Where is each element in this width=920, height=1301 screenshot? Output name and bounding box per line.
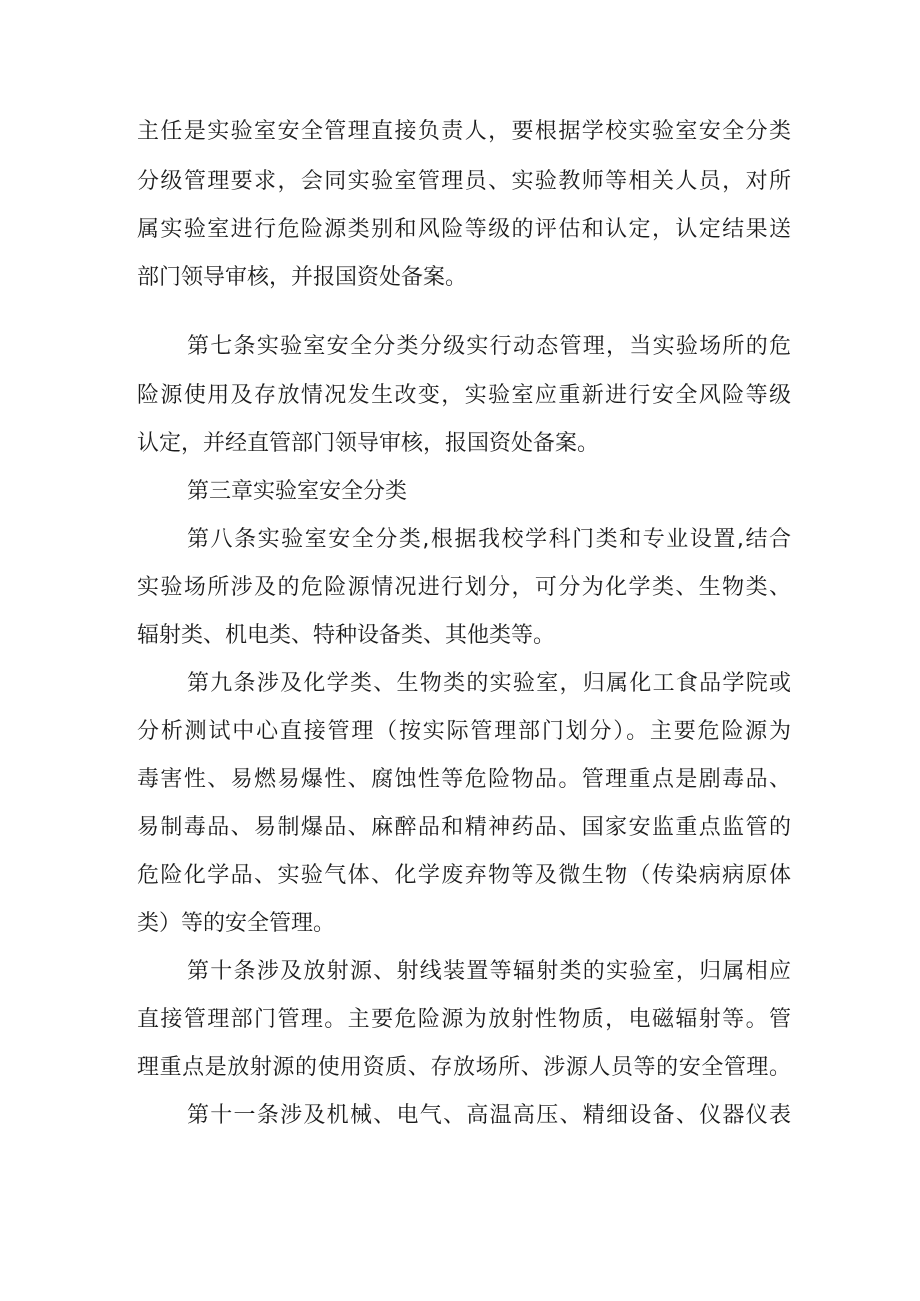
paragraph-2-line-2: 险源使用及存放情况发生改变，实验室应重新进行安全风险等级	[137, 383, 791, 408]
chapter-heading: 第三章实验室安全分类	[187, 479, 408, 504]
paragraph-5-line-1: 第九条涉及化学类、生物类的实验室，归属化工食品学院或	[187, 671, 791, 696]
paragraph-5-line-6: 类）等的安全管理。	[137, 911, 336, 936]
paragraph-4-line-3: 辐射类、机电类、特种设备类、其他类等。	[137, 623, 556, 648]
paragraph-2-line-3: 认定，并经直管部门领导审核，报国资处备案。	[137, 431, 600, 456]
paragraph-5-line-4: 易制毒品、易制爆品、麻醉品和精神药品、国家安监重点监管的	[137, 815, 791, 840]
paragraph-4-line-1: 第八条实验室安全分类,根据我校学科门类和专业设置,结合	[187, 527, 791, 552]
paragraph-1-line-3: 属实验室进行危险源类别和风险等级的评估和认定，认定结果送	[137, 217, 791, 242]
paragraph-2-line-1: 第七条实验室安全分类分级实行动态管理，当实验场所的危	[187, 334, 791, 359]
paragraph-6-line-1: 第十条涉及放射源、射线装置等辐射类的实验室，归属相应	[187, 959, 791, 984]
paragraph-6-line-2: 直接管理部门管理。主要危险源为放射性物质，电磁辐射等。管	[137, 1007, 791, 1032]
paragraph-6-line-3: 理重点是放射源的使用资质、存放场所、涉源人员等的安全管理。	[137, 1055, 791, 1080]
paragraph-4-line-2: 实验场所涉及的危险源情况进行划分，可分为化学类、生物类、	[137, 575, 791, 600]
paragraph-1-line-2: 分级管理要求，会同实验室管理员、实验教师等相关人员，对所	[137, 169, 791, 194]
paragraph-5-line-3: 毒害性、易燃易爆性、腐蚀性等危险物品。管理重点是剧毒品、	[137, 767, 791, 792]
paragraph-5-line-2: 分析测试中心直接管理（按实际管理部门划分）。主要危险源为	[137, 719, 791, 744]
paragraph-1-line-1: 主任是实验室安全管理直接负责人，要根据学校实验室安全分类	[137, 119, 791, 144]
paragraph-5-line-5: 危险化学品、实验气体、化学废弃物等及微生物（传染病病原体	[137, 863, 791, 888]
paragraph-7-line-1: 第十一条涉及机械、电气、高温高压、精细设备、仪器仪表	[187, 1103, 791, 1128]
paragraph-1-line-4: 部门领导审核，并报国资处备案。	[137, 265, 468, 290]
